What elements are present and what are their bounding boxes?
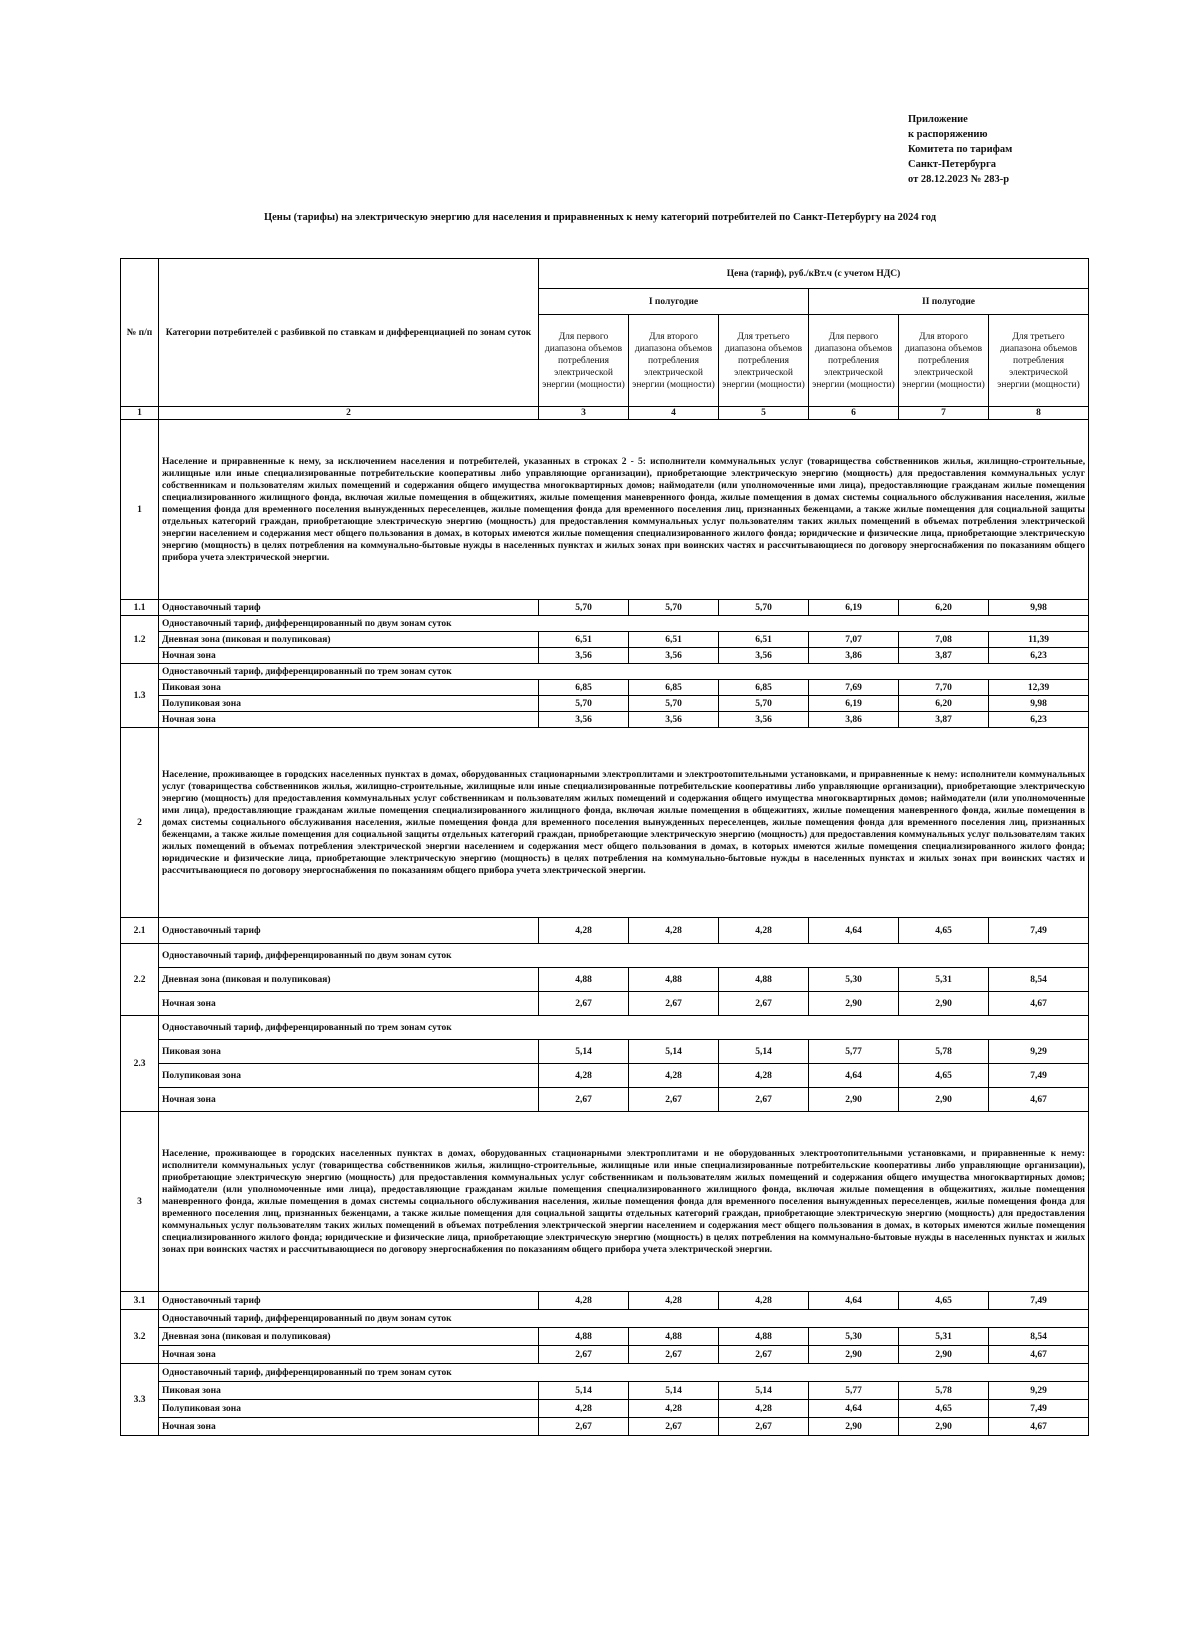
table-row [121, 680, 1089, 696]
tariff-value: 5,14 [629, 1382, 719, 1400]
tariff-value: 6,19 [809, 600, 899, 616]
table-row [121, 1346, 1089, 1364]
table-row [121, 664, 1089, 680]
tariff-value: 6,85 [719, 680, 809, 696]
tariff-value: 4,28 [719, 1292, 809, 1310]
table-row [121, 1088, 1089, 1112]
table-row [121, 1292, 1089, 1310]
tariff-value: 6,20 [899, 696, 989, 712]
tariff-value: 5,70 [629, 696, 719, 712]
tariff-value: 4,65 [899, 1400, 989, 1418]
tariff-value: 6,51 [719, 632, 809, 648]
table-row [121, 944, 1089, 968]
appendix-line: Приложение [908, 114, 968, 125]
appendix-block [908, 112, 1012, 187]
tariff-value: 4,28 [719, 918, 809, 944]
tariff-value: 6,19 [809, 696, 899, 712]
tariff-value: 4,67 [989, 1088, 1089, 1112]
zone-group-label: Одноставочный тариф, дифференцированный по двум зонам суток [159, 1310, 1089, 1328]
tariff-value: 4,67 [989, 992, 1089, 1016]
tariff-value: 3,56 [719, 712, 809, 728]
tariff-value: 4,28 [539, 918, 629, 944]
tariff-value: 6,23 [989, 648, 1089, 664]
header-half2: II полугодие [809, 289, 1089, 315]
tariff-value: 4,28 [539, 1400, 629, 1418]
tariff-value: 4,28 [629, 1064, 719, 1088]
column-number: 4 [629, 407, 719, 420]
tariff-value: 5,31 [899, 1328, 989, 1346]
tariff-value: 5,14 [629, 1040, 719, 1064]
tariff-value: 4,65 [899, 918, 989, 944]
row-number: 1.2 [121, 616, 159, 664]
tariff-value: 6,85 [629, 680, 719, 696]
tariff-value: 7,08 [899, 632, 989, 648]
tariff-table [120, 258, 1089, 1436]
row-number: 2.3 [121, 1016, 159, 1112]
table-row [121, 1400, 1089, 1418]
tariff-value: 4,88 [539, 968, 629, 992]
header-half1: I полугодие [539, 289, 809, 315]
tariff-value: 2,67 [719, 1346, 809, 1364]
tariff-value: 3,87 [899, 648, 989, 664]
tariff-value: 5,70 [539, 600, 629, 616]
zone-label: Ночная зона [159, 648, 539, 664]
tariff-value: 4,28 [629, 1292, 719, 1310]
tariff-value: 4,65 [899, 1064, 989, 1088]
table-row [121, 1016, 1089, 1040]
tariff-value: 4,67 [989, 1418, 1089, 1436]
tariff-value: 5,14 [539, 1382, 629, 1400]
tariff-value: 4,28 [629, 1400, 719, 1418]
table-row [121, 1310, 1089, 1328]
tariff-value: 7,49 [989, 918, 1089, 944]
tariff-value: 7,49 [989, 1064, 1089, 1088]
tariff-value: 2,90 [809, 1346, 899, 1364]
tariff-value: 5,70 [719, 600, 809, 616]
tariff-value: 7,49 [989, 1292, 1089, 1310]
tariff-value: 7,70 [899, 680, 989, 696]
row-number: 2.2 [121, 944, 159, 1016]
table-row [121, 1040, 1089, 1064]
tariff-value: 4,88 [719, 1328, 809, 1346]
appendix-date: от 28.12.2023 № 283-р [908, 174, 1010, 185]
tariff-value: 6,51 [539, 632, 629, 648]
tariff-value: 6,23 [989, 712, 1089, 728]
tariff-value: 3,56 [719, 648, 809, 664]
tariff-value: 2,67 [719, 1418, 809, 1436]
zone-label: Пиковая зона [159, 680, 539, 696]
column-number: 5 [719, 407, 809, 420]
zone-group-label: Одноставочный тариф, дифференцированный по трем зонам суток [159, 1364, 1089, 1382]
tariff-value: 2,67 [539, 1418, 629, 1436]
table-row [121, 712, 1089, 728]
tariff-value: 5,14 [719, 1040, 809, 1064]
tariff-value: 9,98 [989, 600, 1089, 616]
header-range2: Для второго диапазона объемов потребления электрической энергии (мощности) [899, 315, 989, 407]
tariff-value: 4,28 [539, 1064, 629, 1088]
section-number: 2 [121, 728, 159, 918]
header-category: Категории потребителей с разбивкой по ставкам и дифференциацией по зонам суток [159, 259, 539, 407]
zone-label: Ночная зона [159, 1346, 539, 1364]
tariff-value: 4,64 [809, 1292, 899, 1310]
section-description: Население и приравненные к нему, за исключением населения и потребителей, указанных в строках 2 - 5: исполнители коммунальных услуг (товарищества собственников жилья, жилищно-строительные, жилищные или иные специализированные потребительские кооперативы либо управляющие организации), приобретающие электрическую энергию (мощность) для предоставления коммунальных услуг собственникам и пользователям жилых помещений и содержания общего имущества многоквартирных домов; наймодатели (или уполномоченные ими лица), предоставляющие гражданам жилые помещения специализированного жилищного фонда, включая жилые помещения в общежитиях, жилые помещения маневренного фонда, жилые помещения в домах системы социального обслуживания населения, жилые помещения фонда для временного поселения вынужденных переселенцев, жилые помещения фонда для временного поселения лиц, признанных беженцами, а также жилые помещения для социальной защиты отдельных категорий граждан, приобретающие электрическую энергию (мощность) для предоставления коммунальных услуг пользователям таких жилых помещений в объемах потребления электрической энергии населением и содержания мест общего пользования в домах, в которых имеются жилые помещения специализированного жилого фонда; юридические и физические лица, приобретающие электрическую энергию (мощность) в целях потребления на коммунально-бытовые нужды в населенных пунктах и жилых зонах при воинских частях и рассчитывающиеся по договору энергоснабжения по показаниям общего прибора учета электрической энергии. [159, 420, 1089, 600]
tariff-value: 2,90 [809, 992, 899, 1016]
header-range2: Для второго диапазона объемов потребления электрической энергии (мощности) [629, 315, 719, 407]
tariff-value: 12,39 [989, 680, 1089, 696]
row-number: 3.3 [121, 1364, 159, 1436]
zone-label: Пиковая зона [159, 1040, 539, 1064]
tariff-value: 2,90 [899, 992, 989, 1016]
appendix-line: Комитета по тарифам [908, 144, 1013, 155]
tariff-value: 4,88 [719, 968, 809, 992]
table-row [121, 968, 1089, 992]
zone-group-label: Одноставочный тариф, дифференцированный по двум зонам суток [159, 616, 1089, 632]
tariff-value: 9,29 [989, 1382, 1089, 1400]
column-number: 1 [121, 407, 159, 420]
zone-label: Полупиковая зона [159, 1064, 539, 1088]
tariff-value: 5,78 [899, 1382, 989, 1400]
column-number: 2 [159, 407, 539, 420]
tariff-value: 6,85 [539, 680, 629, 696]
zone-label: Пиковая зона [159, 1382, 539, 1400]
table-row [121, 1382, 1089, 1400]
tariff-value: 2,67 [719, 992, 809, 1016]
section-number: 1 [121, 420, 159, 600]
section-description-row [121, 1112, 1089, 1292]
tariff-label: Одноставочный тариф [159, 600, 539, 616]
tariff-value: 3,86 [809, 712, 899, 728]
zone-label: Дневная зона (пиковая и полупиковая) [159, 1328, 539, 1346]
tariff-value: 2,90 [899, 1088, 989, 1112]
row-number: 2.1 [121, 918, 159, 944]
tariff-value: 4,67 [989, 1346, 1089, 1364]
header-price: Цена (тариф), руб./кВт.ч (с учетом НДС) [539, 259, 1089, 289]
tariff-value: 5,77 [809, 1382, 899, 1400]
tariff-value: 4,88 [539, 1328, 629, 1346]
zone-label: Полупиковая зона [159, 1400, 539, 1418]
section-description: Население, проживающее в городских населенных пунктах в домах, оборудованных стационарными электроплитами и не оборудованных электроотопительными установками, и приравненные к нему: исполнители коммунальных услуг (товарищества собственников жилья, жилищно-строительные, жилищные или иные специализированные потребительские кооперативы либо управляющие организации), приобретающие электрическую энергию (мощность) для предоставления коммунальных услуг собственникам и пользователям жилых помещений и содержания общего имущества многоквартирных домов; наймодатели (или уполномоченные ими лица), предоставляющие гражданам жилые помещения специализированного жилищного фонда, включая жилые помещения в общежитиях, жилые помещения маневренного фонда, жилые помещения в домах системы социального обслуживания населения, жилые помещения фонда для временного поселения вынужденных переселенцев, жилые помещения фонда для временного поселения лиц, признанных беженцами, а также жилые помещения для социальной защиты отдельных категорий граждан, приобретающие электрическую энергию (мощность) для предоставления коммунальных услуг пользователям таких жилых помещений в объемах потребления электрической энергии населением и содержания мест общего пользования в домах, в которых имеются жилые помещения специализированного жилого фонда; юридические и физические лица, приобретающие электрическую энергию (мощность) в целях потребления на коммунально-бытовые нужды в населенных пунктах и жилых зонах при воинских частях и рассчитывающиеся по договору энергоснабжения по показаниям общего прибора учета электрической энергии. [159, 1112, 1089, 1292]
tariff-value: 5,31 [899, 968, 989, 992]
row-number: 1.1 [121, 600, 159, 616]
tariff-value: 4,28 [719, 1400, 809, 1418]
tariff-value: 8,54 [989, 1328, 1089, 1346]
tariff-value: 9,98 [989, 696, 1089, 712]
tariff-value: 3,86 [809, 648, 899, 664]
header-range1: Для первого диапазона объемов потребления электрической энергии (мощности) [809, 315, 899, 407]
tariff-value: 5,70 [629, 600, 719, 616]
document-title: Цены (тарифы) на электрическую энергию для населения и приравненных к нему категорий потребителей по Санкт-Петербургу на 2024 год [263, 212, 937, 223]
tariff-value: 5,78 [899, 1040, 989, 1064]
header-range3: Для третьего диапазона объемов потребления электрической энергии (мощности) [719, 315, 809, 407]
header-range3: Для третьего диапазона объемов потребления электрической энергии (мощности) [989, 315, 1089, 407]
tariff-value: 4,28 [719, 1064, 809, 1088]
header-num: № п/п [121, 259, 159, 407]
section-number: 3 [121, 1112, 159, 1292]
tariff-value: 3,56 [539, 712, 629, 728]
appendix-line: к распоряжению [908, 129, 988, 140]
table-row [121, 1418, 1089, 1436]
tariff-value: 2,90 [899, 1346, 989, 1364]
tariff-value: 3,56 [629, 648, 719, 664]
tariff-value: 6,20 [899, 600, 989, 616]
tariff-value: 2,67 [539, 1088, 629, 1112]
tariff-value: 2,67 [629, 1088, 719, 1112]
tariff-value: 2,90 [809, 1418, 899, 1436]
tariff-value: 5,70 [719, 696, 809, 712]
zone-label: Ночная зона [159, 1088, 539, 1112]
tariff-value: 3,56 [539, 648, 629, 664]
tariff-label: Одноставочный тариф [159, 918, 539, 944]
column-number: 6 [809, 407, 899, 420]
section-description-row [121, 728, 1089, 918]
section-description: Население, проживающее в городских населенных пунктах в домах, оборудованных стационарными электроплитами и электроотопительными установками, и приравненные к нему: исполнители коммунальных услуг (товарищества собственников жилья, жилищно-строительные, жилищные или иные специализированные потребительские кооперативы либо управляющие организации), приобретающие электрическую энергию (мощность) для предоставления коммунальных услуг собственникам и пользователям жилых помещений и содержания общего имущества многоквартирных домов; наймодатели (или уполномоченные ими лица), предоставляющие гражданам жилые помещения специализированного жилищного фонда, включая жилые помещения в общежитиях, жилые помещения маневренного фонда, жилые помещения в домах системы социального обслуживания населения, жилые помещения фонда для временного поселения вынужденных переселенцев, жилые помещения фонда для временного поселения лиц, признанных беженцами, а также жилые помещения для социальной защиты отдельных категорий граждан, приобретающие электрическую энергию (мощность) для предоставления коммунальных услуг пользователям таких жилых помещений в объемах потребления электрической энергии населением и содержания мест общего пользования в домах, в которых имеются жилые помещения специализированного жилого фонда; юридические и физические лица, приобретающие электрическую энергию (мощность) в целях потребления на коммунально-бытовые нужды в населенных пунктах и жилых зонах при воинских частях и рассчитывающиеся по договору энергоснабжения по показаниям общего прибора учета электрической энергии. [159, 728, 1089, 918]
zone-label: Ночная зона [159, 1418, 539, 1436]
tariff-value: 4,65 [899, 1292, 989, 1310]
tariff-value: 4,64 [809, 1064, 899, 1088]
tariff-value: 5,77 [809, 1040, 899, 1064]
row-number: 1.3 [121, 664, 159, 728]
row-number: 3.2 [121, 1310, 159, 1364]
zone-label: Полупиковая зона [159, 696, 539, 712]
table-row [121, 918, 1089, 944]
section-description-row [121, 420, 1089, 600]
zone-label: Ночная зона [159, 992, 539, 1016]
tariff-value: 2,67 [539, 1346, 629, 1364]
zone-group-label: Одноставочный тариф, дифференцированный по трем зонам суток [159, 1016, 1089, 1040]
tariff-value: 4,88 [629, 1328, 719, 1346]
column-number: 3 [539, 407, 629, 420]
table-row [121, 648, 1089, 664]
tariff-value: 2,67 [629, 1346, 719, 1364]
row-number: 3.1 [121, 1292, 159, 1310]
tariff-value: 2,67 [629, 1418, 719, 1436]
table-row [121, 1064, 1089, 1088]
tariff-value: 4,64 [809, 918, 899, 944]
zone-group-label: Одноставочный тариф, дифференцированный по трем зонам суток [159, 664, 1089, 680]
zone-group-label: Одноставочный тариф, дифференцированный по двум зонам суток [159, 944, 1089, 968]
tariff-label: Одноставочный тариф [159, 1292, 539, 1310]
tariff-value: 5,30 [809, 968, 899, 992]
header-range1: Для первого диапазона объемов потребления электрической энергии (мощности) [539, 315, 629, 407]
table-row [121, 632, 1089, 648]
tariff-value: 2,67 [629, 992, 719, 1016]
tariff-value: 7,69 [809, 680, 899, 696]
table-row [121, 696, 1089, 712]
appendix-line: Санкт-Петербурга [908, 159, 997, 170]
table-row [121, 1328, 1089, 1346]
tariff-value: 9,29 [989, 1040, 1089, 1064]
zone-label: Ночная зона [159, 712, 539, 728]
tariff-value: 3,87 [899, 712, 989, 728]
zone-label: Дневная зона (пиковая и полупиковая) [159, 632, 539, 648]
column-number: 7 [899, 407, 989, 420]
tariff-value: 2,90 [809, 1088, 899, 1112]
tariff-value: 5,70 [539, 696, 629, 712]
zone-label: Дневная зона (пиковая и полупиковая) [159, 968, 539, 992]
column-number: 8 [989, 407, 1089, 420]
tariff-value: 4,88 [629, 968, 719, 992]
tariff-value: 5,14 [719, 1382, 809, 1400]
tariff-value: 5,30 [809, 1328, 899, 1346]
tariff-value: 2,90 [899, 1418, 989, 1436]
tariff-value: 7,49 [989, 1400, 1089, 1418]
tariff-value: 4,28 [539, 1292, 629, 1310]
tariff-value: 3,56 [629, 712, 719, 728]
tariff-value: 8,54 [989, 968, 1089, 992]
tariff-value: 2,67 [539, 992, 629, 1016]
tariff-value: 2,67 [719, 1088, 809, 1112]
tariff-value: 7,07 [809, 632, 899, 648]
table-row [121, 616, 1089, 632]
tariff-value: 5,14 [539, 1040, 629, 1064]
tariff-value: 6,51 [629, 632, 719, 648]
tariff-value: 11,39 [989, 632, 1089, 648]
table-row [121, 992, 1089, 1016]
table-row [121, 600, 1089, 616]
tariff-value: 4,64 [809, 1400, 899, 1418]
table-row [121, 1364, 1089, 1382]
tariff-value: 4,28 [629, 918, 719, 944]
